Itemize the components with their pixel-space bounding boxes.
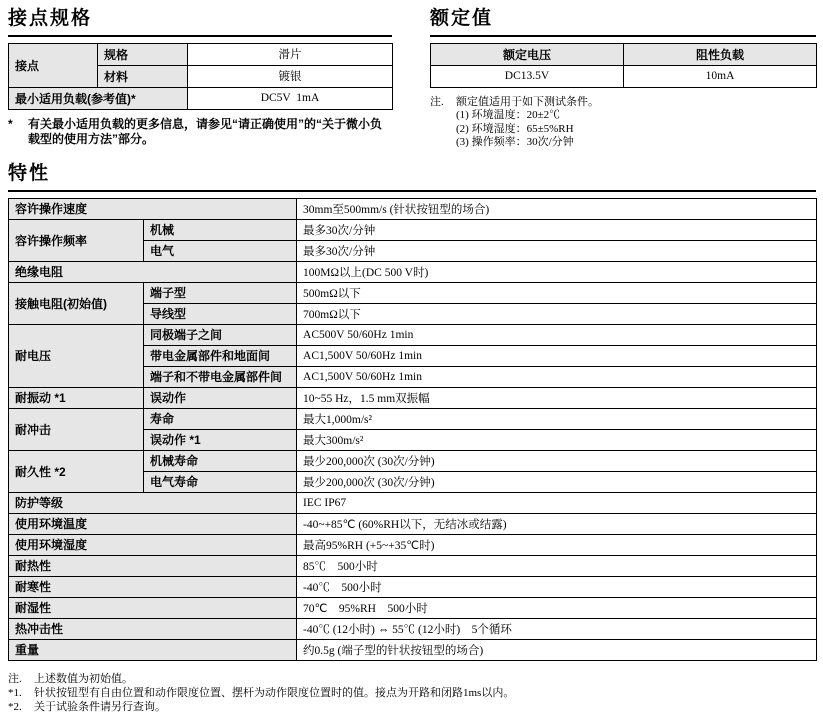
char-label-cell: 耐久性 *2 [9, 450, 144, 492]
contact-spec-table [8, 43, 393, 110]
table-row [9, 198, 817, 219]
voltage-value-cell: DC13.5V [431, 65, 624, 87]
char-value-cell: IEC IP67 [297, 492, 817, 513]
char-sublabel-cell: 机械寿命 [144, 450, 297, 471]
voltage-header-cell: 额定电压 [431, 43, 624, 65]
char-sublabel-cell: 寿命 [144, 408, 297, 429]
rated-values-table [430, 43, 817, 88]
footnote-text: 上述数值为初始值。 [34, 673, 133, 685]
char-label-cell: 使用环境温度 [9, 513, 297, 534]
table-row [9, 261, 817, 282]
footnote-text: 有关最小适用负载的更多信息，请参见“请正确使用”的“关于微小负载型的使用方法”部分。 [28, 116, 383, 146]
footnote-marker: *1. [8, 687, 22, 699]
material-label-cell: 材料 [98, 65, 188, 87]
load-header-cell: 阻性负载 [624, 43, 817, 65]
table-row [9, 597, 817, 618]
char-value-cell: 最大1,000m/s² [297, 408, 817, 429]
table-row [9, 450, 817, 471]
rated-values-section [430, 8, 816, 150]
char-value-cell: 最高95%RH (+5~+35℃时) [297, 534, 817, 555]
char-value-cell: 100MΩ以上(DC 500 V时) [297, 261, 817, 282]
note-body [456, 96, 816, 150]
char-label-cell: 容许操作速度 [9, 198, 297, 219]
table-row [9, 408, 817, 429]
footnote-marker: *2. [8, 701, 22, 713]
char-value-cell: AC500V 50/60Hz 1min [297, 324, 817, 345]
table-row [9, 219, 817, 240]
char-value-cell: -40℃ 500小时 [297, 576, 817, 597]
char-label-cell: 使用环境湿度 [9, 534, 297, 555]
footnote-line [8, 687, 818, 701]
char-value-cell: -40℃ (12小时) ⇔ 55℃ (12小时) 5个循环 [297, 618, 817, 639]
min-load-label-cell: 最小适用负载(参考值)* [9, 87, 188, 109]
characteristics-title: 特性 [8, 163, 816, 192]
char-value-cell: 最多30次/分钟 [297, 240, 817, 261]
char-value-cell: AC1,500V 50/60Hz 1min [297, 366, 817, 387]
char-value-cell: -40~+85℃ (60%RH以下，无结冰或结露) [297, 513, 817, 534]
rated-values-note [430, 96, 816, 150]
char-value-cell: 10~55 Hz，1.5 mm双振幅 [297, 387, 817, 408]
min-load-value-cell: DC5V 1mA [188, 87, 393, 109]
char-label-cell: 重量 [9, 639, 297, 660]
note-marker: 注. [430, 95, 444, 108]
footnote-marker: 注. [8, 673, 22, 685]
spec-value-cell: 滑片 [188, 43, 393, 65]
material-value-cell: 镀银 [188, 65, 393, 87]
char-sublabel-cell: 端子和不带电金属部件间 [144, 366, 297, 387]
char-value-cell: 30mm至500mm/s (针状按钮型的场合) [297, 198, 817, 219]
table-row [431, 65, 817, 87]
table-row [9, 513, 817, 534]
char-sublabel-cell: 同极端子之间 [144, 324, 297, 345]
table-row [9, 87, 393, 109]
char-value-cell: AC1,500V 50/60Hz 1min [297, 345, 817, 366]
characteristics-table [8, 198, 817, 661]
table-row [9, 555, 817, 576]
char-label-cell: 防护等级 [9, 492, 297, 513]
char-value-cell: 最大300m/s² [297, 429, 817, 450]
char-label-cell: 耐电压 [9, 324, 144, 387]
char-sublabel-cell: 电气寿命 [144, 471, 297, 492]
table-row [9, 492, 817, 513]
contact-spec-title: 接点规格 [8, 8, 392, 37]
footnote-line [8, 673, 818, 687]
table-row [9, 282, 817, 303]
char-label-cell: 耐湿性 [9, 597, 297, 618]
char-value-cell: 最多30次/分钟 [297, 219, 817, 240]
char-value-cell: 最少200,000次 (30次/分钟) [297, 471, 817, 492]
char-value-cell: 约0.5g (端子型的针状按钮型的场合) [297, 639, 817, 660]
char-sublabel-cell: 电气 [144, 240, 297, 261]
char-sublabel-cell: 机械 [144, 219, 297, 240]
test-condition: (2) 环境湿度：65±5%RH [456, 122, 574, 135]
char-label-cell: 绝缘电阻 [9, 261, 297, 282]
char-sublabel-cell: 误动作 *1 [144, 429, 297, 450]
char-label-cell: 耐热性 [9, 555, 297, 576]
spec-label-cell: 规格 [98, 43, 188, 65]
note-intro: 额定值适用于如下测试条件。 [456, 95, 599, 108]
test-condition: (1) 环境温度：20±2℃ [456, 109, 561, 122]
table-row [9, 618, 817, 639]
char-value-cell: 500mΩ以下 [297, 282, 817, 303]
footnote-marker: * [8, 116, 13, 131]
char-sublabel-cell: 导线型 [144, 303, 297, 324]
table-row [9, 576, 817, 597]
char-value-cell: 700mΩ以下 [297, 303, 817, 324]
contact-label-cell: 接点 [9, 43, 98, 87]
rated-values-title: 额定值 [430, 8, 816, 37]
table-row [9, 43, 393, 65]
char-value-cell: 最少200,000次 (30次/分钟) [297, 450, 817, 471]
footnote-text: 关于试验条件请另行查询。 [34, 701, 166, 713]
char-label-cell: 耐冲击 [9, 408, 144, 450]
contact-spec-footnote [8, 117, 392, 147]
characteristics-section [8, 163, 816, 661]
table-row [9, 324, 817, 345]
char-sublabel-cell: 误动作 [144, 387, 297, 408]
char-sublabel-cell: 端子型 [144, 282, 297, 303]
char-sublabel-cell: 带电金属部件和地面间 [144, 345, 297, 366]
table-row [9, 639, 817, 660]
char-value-cell: 70℃ 95%RH 500小时 [297, 597, 817, 618]
test-condition: (3) 操作频率：30次/分钟 [456, 136, 574, 149]
char-value-cell: 85℃ 500小时 [297, 555, 817, 576]
table-row [9, 534, 817, 555]
load-value-cell: 10mA [624, 65, 817, 87]
contact-spec-section [8, 8, 392, 147]
char-label-cell: 耐寒性 [9, 576, 297, 597]
table-header-row [431, 43, 817, 65]
char-label-cell: 热冲击性 [9, 618, 297, 639]
characteristics-footnotes [8, 673, 818, 715]
char-label-cell: 接触电阻(初始值) [9, 282, 144, 324]
table-row [9, 387, 817, 408]
char-label-cell: 容许操作频率 [9, 219, 144, 261]
footnote-line [8, 701, 818, 715]
char-label-cell: 耐振动 *1 [9, 387, 144, 408]
footnote-text: 针状按钮型有自由位置和动作限度位置、摆杆为动作限度位置时的值。接点为开路和闭路1ms以内。 [34, 687, 515, 699]
